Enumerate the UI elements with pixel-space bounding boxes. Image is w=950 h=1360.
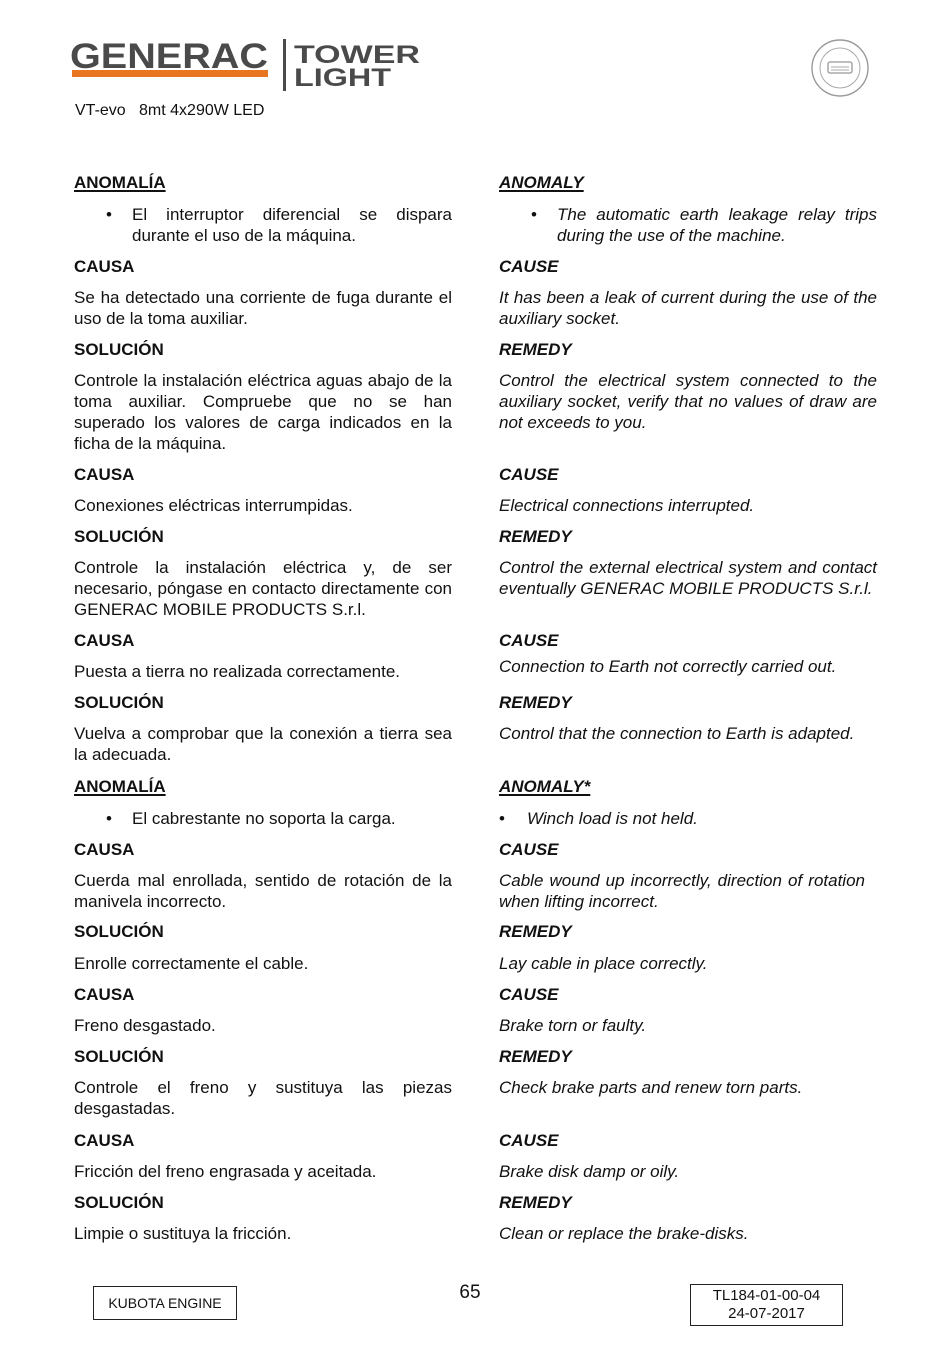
cause-text: Fricción del freno engrasada y aceitada. bbox=[74, 1162, 377, 1181]
cause-text: It has been a leak of current during the use of the auxiliary socket. bbox=[499, 288, 877, 328]
remedy-text: Check brake parts and renew torn parts. bbox=[499, 1078, 803, 1097]
bullet-text: El cabrestante no soporta la carga. bbox=[132, 809, 396, 828]
bullet-text: The automatic earth leakage relay trips during the use of the machine. bbox=[557, 205, 877, 245]
cause-label: CAUSA bbox=[74, 1131, 135, 1150]
solution-text: Vuelva a comprobar que la conexión a tierra sea la adecuada. bbox=[74, 724, 452, 764]
remedy-text: Control the external electrical system and contact eventually GENERAC MOBILE PRODUCTS S.r.l. bbox=[499, 558, 877, 598]
logo-brand: GENERAC bbox=[70, 37, 268, 76]
cause-label: CAUSE bbox=[499, 1131, 559, 1150]
remedy-label: REMEDY bbox=[499, 1047, 572, 1066]
logo-line-light: LIGHT bbox=[294, 64, 391, 92]
document-date: 24-07-2017 bbox=[728, 1305, 805, 1322]
bullet-icon: • bbox=[106, 205, 112, 224]
cause-label: CAUSA bbox=[74, 631, 135, 650]
remedy-label: REMEDY bbox=[499, 340, 572, 359]
cause-text: Cable wound up incorrectly, direction of rotation when lifting incorrect. bbox=[499, 871, 865, 911]
bullet-icon: • bbox=[106, 809, 112, 828]
document-code-box bbox=[690, 1284, 843, 1326]
cause-label: CAUSE bbox=[499, 985, 559, 1004]
solution-label: SOLUCIÓN bbox=[74, 527, 164, 546]
bullet-text: El interruptor diferencial se dispara durante el uso de la máquina. bbox=[132, 205, 452, 245]
cause-label: CAUSA bbox=[74, 465, 135, 484]
solution-label: SOLUCIÓN bbox=[74, 1193, 164, 1212]
cause-label: CAUSA bbox=[74, 840, 135, 859]
bullet-text: Winch load is not held. bbox=[527, 809, 698, 828]
engine-label-box: KUBOTA ENGINE bbox=[93, 1286, 237, 1320]
cause-label: CAUSE bbox=[499, 465, 559, 484]
cause-text: Brake disk damp or oily. bbox=[499, 1162, 680, 1181]
remedy-text: Lay cable in place correctly. bbox=[499, 954, 708, 973]
solution-label: SOLUCIÓN bbox=[74, 922, 164, 941]
cause-label: CAUSA bbox=[74, 985, 135, 1004]
remedy-text: Clean or replace the brake-disks. bbox=[499, 1224, 749, 1243]
cause-text: Brake torn or faulty. bbox=[499, 1016, 647, 1035]
section-heading: ANOMALÍA bbox=[74, 777, 166, 796]
section-heading: ANOMALY* bbox=[499, 777, 591, 796]
cause-text: Freno desgastado. bbox=[74, 1016, 216, 1035]
cause-text: Se ha detectado una corriente de fuga durante el uso de la toma auxiliar. bbox=[74, 288, 452, 328]
spanish-column bbox=[74, 0, 452, 1360]
solution-text: Controle el freno y sustituya las piezas desgastadas. bbox=[74, 1078, 452, 1118]
remedy-label: REMEDY bbox=[499, 527, 572, 546]
cause-text: Conexiones eléctricas interrumpidas. bbox=[74, 496, 353, 515]
remedy-label: REMEDY bbox=[499, 693, 572, 712]
solution-text: Controle la instalación eléctrica y, de ser necesario, póngase en contacto directamente con GENERAC MOBILE PRODUCTS S.r.l. bbox=[74, 558, 452, 619]
logo-line-tower: TOWER bbox=[294, 41, 420, 69]
document-code: TL184-01-00-04 bbox=[712, 1287, 821, 1304]
cause-text: Puesta a tierra no realizada correctamente. bbox=[74, 662, 401, 681]
remedy-label: REMEDY bbox=[499, 922, 572, 941]
remedy-text: Control the electrical system connected to the auxiliary socket, verify that no values of draw are not exceeds to you. bbox=[499, 371, 877, 432]
remedy-text: Control that the connection to Earth is adapted. bbox=[499, 724, 855, 743]
cause-text: Electrical connections interrupted. bbox=[499, 496, 755, 515]
cause-label: CAUSE bbox=[499, 840, 559, 859]
cause-text: Connection to Earth not correctly carried out. bbox=[499, 657, 837, 676]
solution-text: Enrolle correctamente el cable. bbox=[74, 954, 309, 973]
english-column bbox=[499, 0, 877, 1360]
solution-label: SOLUCIÓN bbox=[74, 1047, 164, 1066]
cause-text: Cuerda mal enrollada, sentido de rotación de la manivela incorrecto. bbox=[74, 871, 452, 911]
page-number: 65 bbox=[459, 1282, 481, 1303]
solution-label: SOLUCIÓN bbox=[74, 340, 164, 359]
section-heading: ANOMALY bbox=[499, 173, 584, 192]
cause-label: CAUSE bbox=[499, 631, 559, 650]
section-heading: ANOMALÍA bbox=[74, 173, 166, 192]
document-subtitle: VT-evo 8mt 4x290W LED bbox=[75, 102, 265, 119]
bullet-icon: • bbox=[531, 205, 537, 224]
remedy-label: REMEDY bbox=[499, 1193, 572, 1212]
solution-text: Limpie o sustituya la fricción. bbox=[74, 1224, 292, 1243]
solution-text: Controle la instalación eléctrica aguas abajo de la toma auxiliar. Compruebe que no se han superado los valores de carga indicados en la ficha de la máquina. bbox=[74, 371, 452, 453]
bullet-icon: • bbox=[499, 809, 505, 828]
cause-label: CAUSA bbox=[74, 257, 135, 276]
cause-label: CAUSE bbox=[499, 257, 559, 276]
solution-label: SOLUCIÓN bbox=[74, 693, 164, 712]
